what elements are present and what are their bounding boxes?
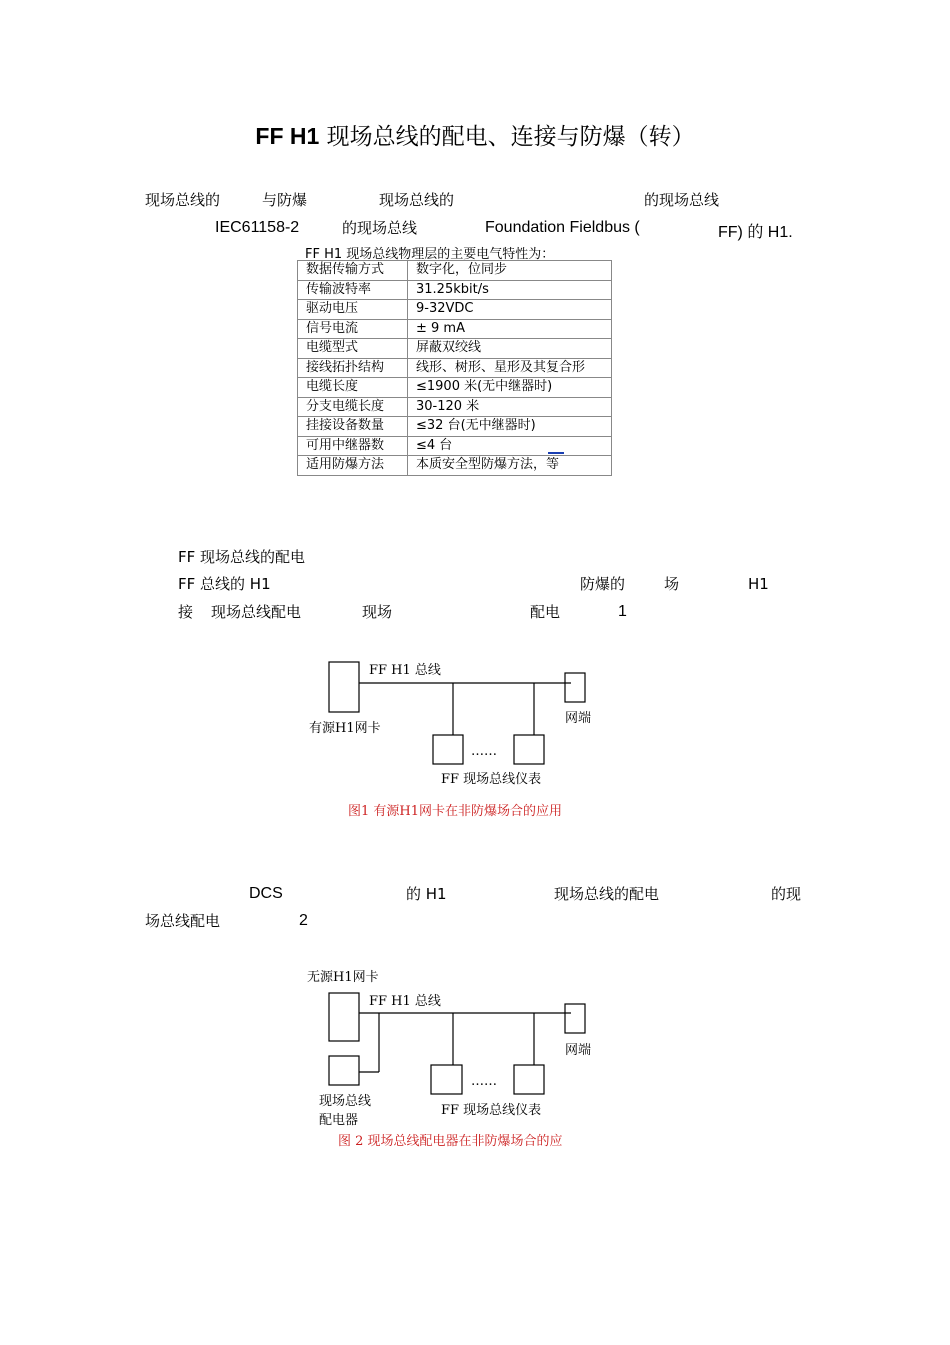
spec-value: 9-32VDC (408, 300, 612, 320)
fig2-dots: …… (471, 1074, 497, 1089)
spec-value: 31.25kbit/s (408, 280, 612, 300)
section2-l1-c: 现场总线的配电 (554, 885, 660, 903)
intro-l2-a: IEC61158-2 (215, 219, 300, 236)
fig2-devices-label: FF 现场总线仪表 (441, 1103, 542, 1118)
section1-l2-b: 防爆的 (580, 575, 626, 593)
blue-mark (548, 452, 564, 454)
intro-l1-d: 的现场总线 (644, 191, 720, 209)
fig2-terminator (565, 1004, 585, 1033)
spec-key: 可用中继器数 (298, 436, 408, 456)
intro-l1-c: 现场总线的 (379, 191, 455, 209)
spec-row (298, 358, 612, 378)
section2-l2-b: 2 (299, 912, 308, 929)
spec-key: 分支电缆长度 (298, 397, 408, 417)
intro-l2-c: Foundation Fieldbus ( (485, 219, 640, 236)
section2-l1-b: 的 H1 (406, 885, 447, 903)
title-bold: FF H1 (255, 123, 320, 149)
intro-l2-d: FF) 的 H1. (718, 224, 793, 241)
intro-l1-b: 与防爆 (262, 191, 308, 209)
spec-key: 适用防爆方法 (298, 456, 408, 476)
spec-row (298, 319, 612, 339)
spec-key: 挂接设备数量 (298, 417, 408, 437)
figure-2 (300, 962, 620, 1157)
spec-value: 30-120 米 (408, 397, 612, 417)
title-rest: 现场总线的配电、连接与防爆（转） (319, 124, 695, 150)
spec-key: 传输波特率 (298, 280, 408, 300)
spec-row (298, 456, 612, 476)
section2-l1-a: DCS (249, 885, 283, 902)
fig2-bus-label: FF H1 总线 (369, 994, 441, 1009)
spec-key: 电缆长度 (298, 378, 408, 398)
spec-value: ≤4 台 (408, 436, 612, 456)
fig1-active-card (329, 662, 359, 712)
section1-l2-d: H1 (748, 575, 769, 593)
fig1-device-2 (514, 735, 544, 764)
spec-value: 数字化，位同步 (408, 261, 612, 281)
fig1-terminator (565, 673, 585, 702)
section2-l1-d: 的现 (771, 885, 802, 903)
spec-row (298, 378, 612, 398)
fig1-card-label: 有源H1网卡 (309, 721, 381, 736)
fig1-device-1 (433, 735, 463, 764)
fig2-device-2 (514, 1065, 544, 1094)
section1-heading: FF 现场总线的配电 (178, 548, 306, 566)
spec-row (298, 417, 612, 437)
spec-value: ≤1900 米(无中继器时) (408, 378, 612, 398)
figure-1 (300, 655, 620, 825)
spec-row (298, 397, 612, 417)
spec-value: 线形、树形、星形及其复合形 (408, 358, 612, 378)
fig1-dots: …… (471, 744, 497, 759)
fig2-conditioner-label-1: 现场总线 (319, 1094, 372, 1109)
spec-table (297, 260, 612, 476)
fig2-conditioner-label-2: 配电器 (319, 1113, 359, 1128)
section2-l2-a: 场总线配电 (145, 912, 221, 930)
fig1-caption: 图1 有源H1网卡在非防爆场合的应用 (348, 804, 563, 819)
fig1-devices-label: FF 现场总线仪表 (441, 772, 542, 787)
section1-l3-b: 现场总线配电 (211, 603, 302, 621)
spec-row (298, 339, 612, 359)
spec-row (298, 280, 612, 300)
intro-l1-a: 现场总线的 (145, 191, 221, 209)
spec-value: 屏蔽双绞线 (408, 339, 612, 359)
fig2-terminator-label: 网端 (565, 1043, 592, 1058)
fig2-card-label: 无源H1网卡 (307, 970, 379, 985)
spec-value: ≤32 台(无中继器时) (408, 417, 612, 437)
spec-row (298, 300, 612, 320)
spec-key: 信号电流 (298, 319, 408, 339)
spec-key: 数据传输方式 (298, 261, 408, 281)
spec-key: 接线拓扑结构 (298, 358, 408, 378)
section1-l3-e: 1 (618, 603, 627, 620)
section1-l3-a: 接 (178, 603, 194, 621)
fig2-passive-card (329, 993, 359, 1041)
fig1-bus-label: FF H1 总线 (369, 663, 441, 678)
section1-l2-c: 场 (664, 575, 680, 593)
page-title (0, 118, 950, 151)
fig2-device-1 (431, 1065, 462, 1094)
spec-value: 本质安全型防爆方法，等 (408, 456, 612, 476)
spec-key: 驱动电压 (298, 300, 408, 320)
fig1-terminator-label: 网端 (565, 711, 592, 726)
spec-row (298, 261, 612, 281)
spec-caption: FF H1 现场总线物理层的主要电气特性为： (305, 247, 555, 262)
section1-l3-d: 配电 (530, 603, 561, 621)
spec-row (298, 436, 612, 456)
fig2-power-conditioner (329, 1056, 359, 1085)
section1-l2-a: FF 总线的 H1 (178, 575, 271, 593)
fig2-caption: 图 2 现场总线配电器在非防爆场合的应 (338, 1134, 563, 1149)
section1-l3-c: 现场 (362, 603, 393, 621)
spec-key: 电缆型式 (298, 339, 408, 359)
spec-value: ± 9 mA (408, 319, 612, 339)
intro-l2-b: 的现场总线 (342, 219, 418, 237)
